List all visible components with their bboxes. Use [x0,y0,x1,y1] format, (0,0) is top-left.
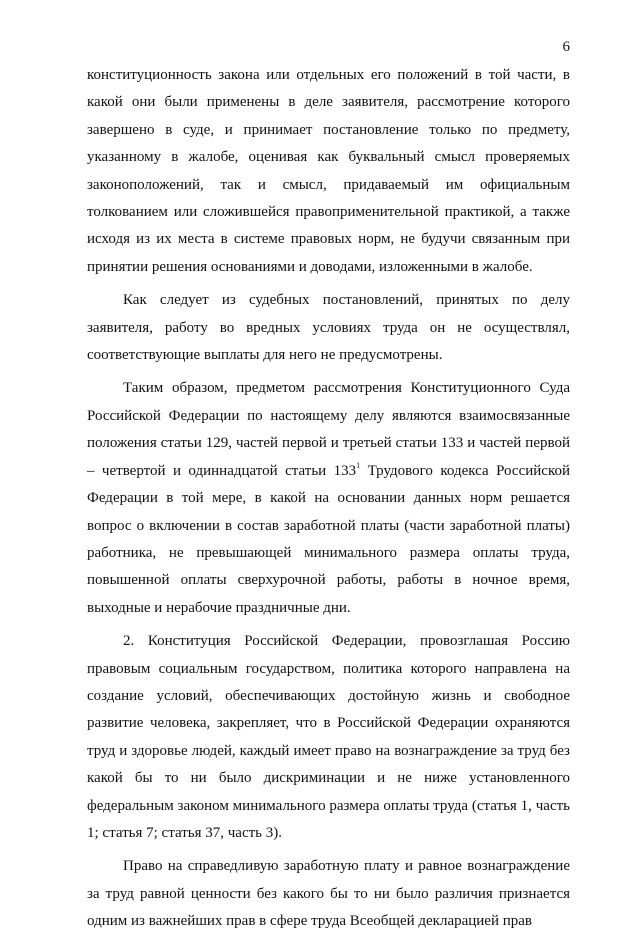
article-superscript: 1 [356,460,361,470]
paragraph-3-text-start: Таким образом, предметом рассмотрения Конституционного Суда Российской Федерации по настоящему делу являются взаимосвязанные положения статьи 129, частей первой и третьей статьи 133 и частей первой – четвертой и одиннадцатой статьи 133 [87,380,570,479]
paragraph-3 [87,375,570,622]
paragraph-5: Право на справедливую заработную плату и равное вознаграждение за труд равной ценности без какого бы то ни было различия признается одним из важнейших прав в сфере труда Всеобщей декларацией прав [87,858,570,930]
paragraph-2: Как следует из судебных постановлений, принятых по делу заявителя, работу во вредных условиях труда он не осуществлял, соответствующие выплаты для него не предусмотрены. [87,292,570,364]
page-number: 6 [562,39,570,55]
paragraph-4: 2. Конституция Российской Федерации, провозглашая Россию правовым социальным государством, политика которого направлена на создание условий, обеспечивающих достойную жизнь и свободное развитие человека, закрепляет, что в Российской Федерации охраняются труд и здоровье людей, каждый имеет право на вознаграждение за труд без какой бы то ни было дискриминации и не ниже установленного федеральным законом минимального размера оплаты труда (статья 1, часть 1; статья 7; статья 37, часть 3). [87,633,570,841]
document-body [87,62,570,942]
paragraph-3-text-end: Трудового кодекса Российской Федерации в той мере, в какой на основании данных норм решается вопрос о включении в состав заработной платы (части заработной платы) работника, не превышающей минимального размера оплаты труда, повышенной оплаты сверхурочной работы, работы в ночное время, выходные и нерабочие праздничные дни. [87,462,570,616]
paragraph-1: конституционность закона или отдельных его положений в той части, в какой они были применены в деле заявителя, рассмотрение которого завершено в суде, и принимает постановление только по предмету, указанному в жалобе, оценивая как буквальный смысл проверяемых законоположений, так и смысл, придаваемый им официальным толкованием или сложившейся правоприменительной практикой, а также исходя из их места в системе правовых норм, не будучи связанным при принятии решения основаниями и доводами, изложенными в жалобе. [87,67,570,275]
